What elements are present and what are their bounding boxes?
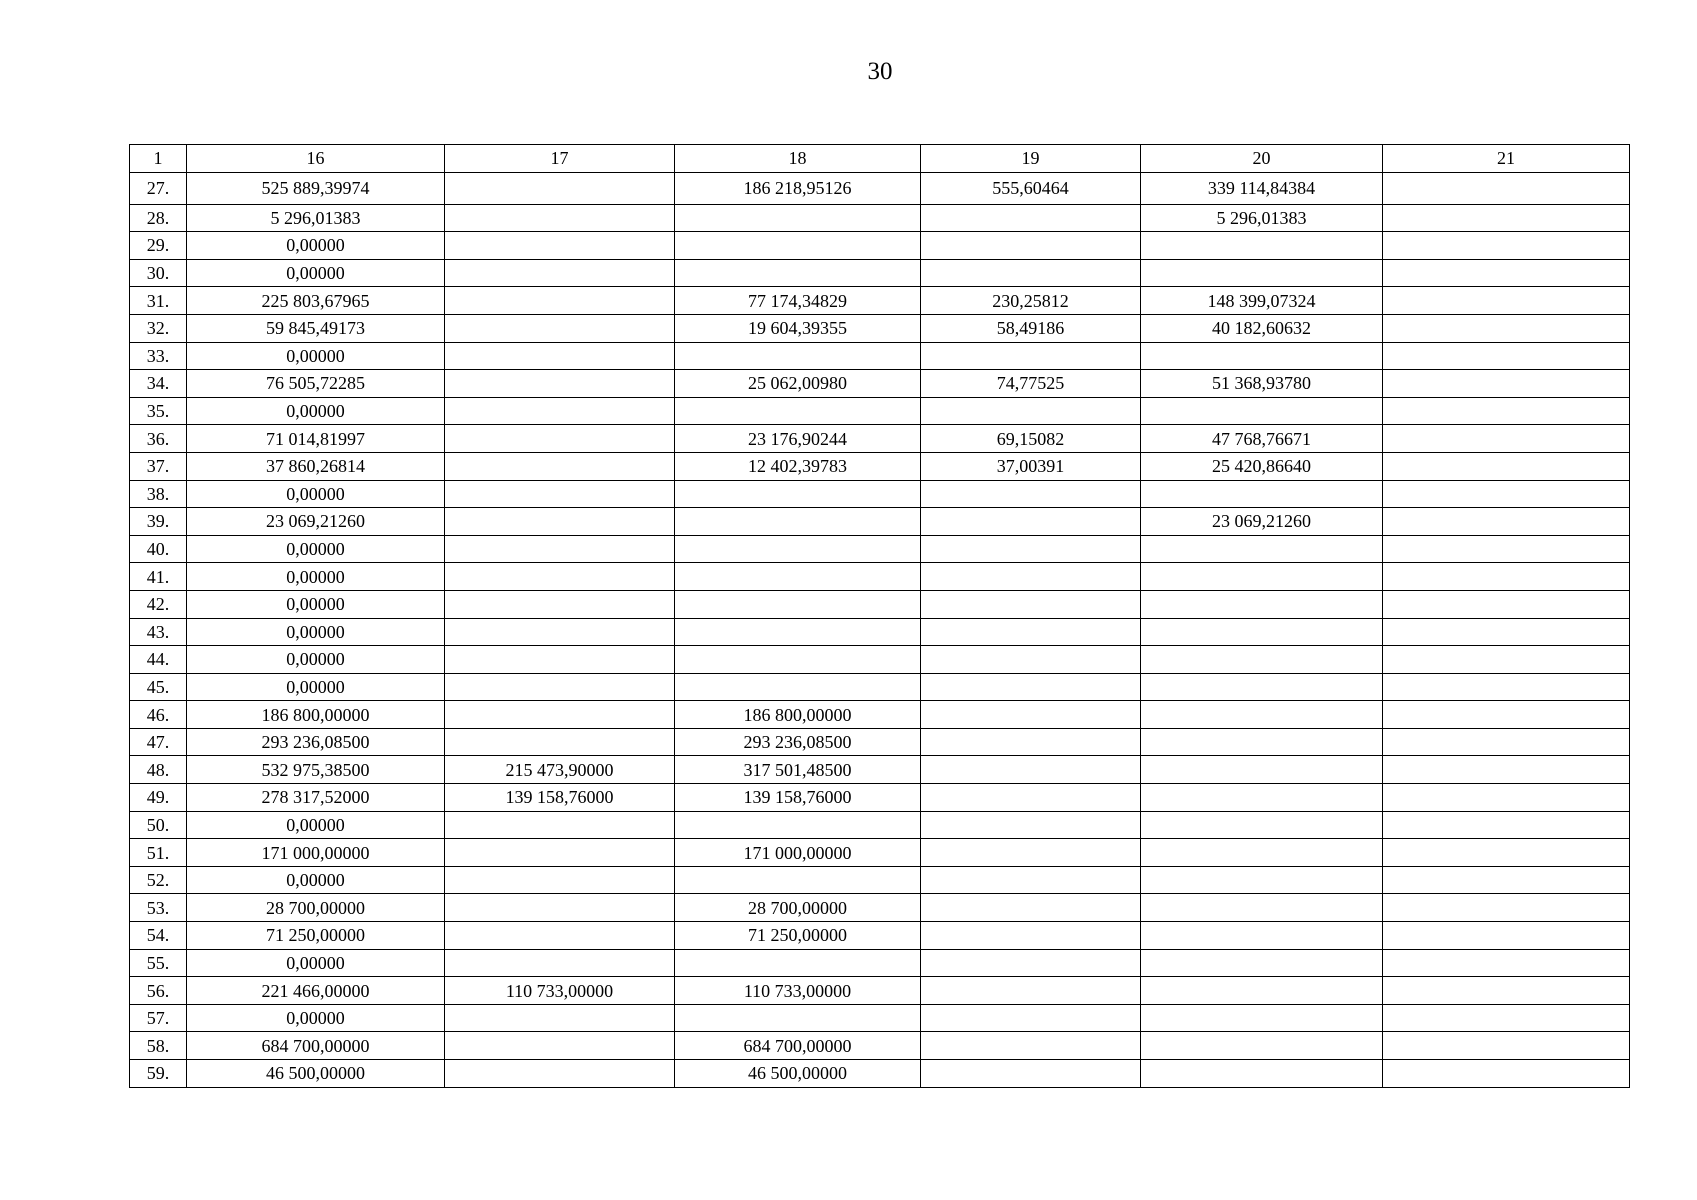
table-row [130,784,1630,812]
table-row [130,535,1630,563]
col-18-cell: 171 000,00000 [675,839,921,867]
row-number-cell: 35. [130,397,187,425]
col-18-cell: 28 700,00000 [675,894,921,922]
col-19-cell [921,728,1141,756]
col-20-cell: 148 399,07324 [1141,287,1383,315]
col-20-cell [1141,397,1383,425]
row-number-cell: 34. [130,370,187,398]
col-21-cell [1383,452,1630,480]
col-16-cell: 46 500,00000 [187,1060,445,1088]
table-row [130,452,1630,480]
col-16-cell: 59 845,49173 [187,314,445,342]
col-18-cell: 110 733,00000 [675,977,921,1005]
col-21-cell [1383,894,1630,922]
table-body [130,145,1630,1088]
col-17-cell [445,1032,675,1060]
col-17-cell [445,397,675,425]
col-21-cell [1383,172,1630,204]
col-17-cell [445,425,675,453]
col-16-cell: 186 800,00000 [187,701,445,729]
header-cell-col-19: 19 [921,145,1141,173]
row-number-cell: 38. [130,480,187,508]
col-21-cell [1383,508,1630,536]
table-row [130,563,1630,591]
table-row [130,1004,1630,1032]
col-21-cell [1383,673,1630,701]
col-19-cell [921,673,1141,701]
col-18-cell: 23 176,90244 [675,425,921,453]
col-17-cell: 215 473,90000 [445,756,675,784]
col-19-cell [921,894,1141,922]
col-18-cell [675,508,921,536]
row-number-cell: 58. [130,1032,187,1060]
col-19-cell [921,1032,1141,1060]
col-16-cell: 171 000,00000 [187,839,445,867]
col-19-cell [921,563,1141,591]
table-row [130,646,1630,674]
col-19-cell [921,784,1141,812]
col-16-cell: 221 466,00000 [187,977,445,1005]
col-19-cell [921,839,1141,867]
col-20-cell [1141,259,1383,287]
col-20-cell [1141,728,1383,756]
col-17-cell [445,172,675,204]
table-row [130,172,1630,204]
col-21-cell [1383,204,1630,232]
row-number-cell: 57. [130,1004,187,1032]
col-17-cell [445,508,675,536]
row-number-cell: 48. [130,756,187,784]
col-20-cell [1141,646,1383,674]
col-18-cell [675,259,921,287]
row-number-cell: 52. [130,866,187,894]
col-16-cell: 0,00000 [187,342,445,370]
col-19-cell [921,480,1141,508]
row-number-cell: 32. [130,314,187,342]
row-number-cell: 44. [130,646,187,674]
col-21-cell [1383,756,1630,784]
col-18-cell: 186 800,00000 [675,701,921,729]
col-18-cell [675,646,921,674]
col-16-cell: 0,00000 [187,480,445,508]
table-row [130,259,1630,287]
col-17-cell [445,452,675,480]
col-20-cell [1141,563,1383,591]
col-20-cell [1141,673,1383,701]
col-16-cell: 76 505,72285 [187,370,445,398]
col-16-cell: 225 803,67965 [187,287,445,315]
row-number-cell: 59. [130,1060,187,1088]
col-18-cell: 77 174,34829 [675,287,921,315]
col-18-cell: 19 604,39355 [675,314,921,342]
col-20-cell: 25 420,86640 [1141,452,1383,480]
col-19-cell [921,535,1141,563]
row-number-cell: 42. [130,590,187,618]
table-row [130,232,1630,260]
header-cell-col-16: 16 [187,145,445,173]
col-17-cell [445,618,675,646]
col-19-cell [921,811,1141,839]
col-16-cell: 23 069,21260 [187,508,445,536]
col-21-cell [1383,646,1630,674]
col-17-cell [445,811,675,839]
row-number-cell: 29. [130,232,187,260]
col-17-cell [445,866,675,894]
col-19-cell: 37,00391 [921,452,1141,480]
col-19-cell: 230,25812 [921,287,1141,315]
col-17-cell [445,728,675,756]
table-row [130,508,1630,536]
col-16-cell: 0,00000 [187,811,445,839]
col-16-cell: 684 700,00000 [187,1032,445,1060]
row-number-cell: 50. [130,811,187,839]
col-20-cell: 339 114,84384 [1141,172,1383,204]
col-18-cell [675,618,921,646]
col-21-cell [1383,618,1630,646]
table-row [130,397,1630,425]
col-21-cell [1383,922,1630,950]
table-row [130,949,1630,977]
col-16-cell: 0,00000 [187,397,445,425]
col-20-cell [1141,342,1383,370]
row-number-cell: 31. [130,287,187,315]
col-21-cell [1383,259,1630,287]
row-number-cell: 51. [130,839,187,867]
col-16-cell: 0,00000 [187,259,445,287]
col-19-cell [921,590,1141,618]
table-row [130,287,1630,315]
row-number-cell: 39. [130,508,187,536]
col-19-cell [921,949,1141,977]
row-number-cell: 43. [130,618,187,646]
col-21-cell [1383,563,1630,591]
col-20-cell [1141,894,1383,922]
col-17-cell [445,922,675,950]
col-21-cell [1383,287,1630,315]
col-17-cell: 110 733,00000 [445,977,675,1005]
col-21-cell [1383,866,1630,894]
table-row [130,728,1630,756]
table-row [130,811,1630,839]
col-20-cell [1141,590,1383,618]
header-cell-col-18: 18 [675,145,921,173]
col-21-cell [1383,1060,1630,1088]
page-number: 30 [867,58,893,85]
col-17-cell [445,535,675,563]
col-20-cell [1141,839,1383,867]
col-20-cell [1141,232,1383,260]
col-17-cell [445,314,675,342]
col-20-cell [1141,701,1383,729]
col-18-cell: 186 218,95126 [675,172,921,204]
table-row [130,894,1630,922]
col-18-cell [675,480,921,508]
col-19-cell [921,618,1141,646]
col-18-cell [675,535,921,563]
col-18-cell: 139 158,76000 [675,784,921,812]
col-18-cell: 25 062,00980 [675,370,921,398]
col-16-cell: 0,00000 [187,673,445,701]
col-20-cell [1141,480,1383,508]
col-17-cell [445,232,675,260]
col-16-cell: 0,00000 [187,949,445,977]
row-number-cell: 55. [130,949,187,977]
col-20-cell [1141,866,1383,894]
col-17-cell [445,646,675,674]
col-19-cell: 555,60464 [921,172,1141,204]
col-17-cell [445,701,675,729]
col-16-cell: 532 975,38500 [187,756,445,784]
col-17-cell: 139 158,76000 [445,784,675,812]
col-21-cell [1383,342,1630,370]
col-16-cell: 71 014,81997 [187,425,445,453]
col-20-cell [1141,1060,1383,1088]
col-17-cell [445,259,675,287]
col-21-cell [1383,1004,1630,1032]
col-17-cell [445,894,675,922]
col-18-cell [675,673,921,701]
col-21-cell [1383,314,1630,342]
table-row [130,922,1630,950]
col-18-cell: 317 501,48500 [675,756,921,784]
col-16-cell: 71 250,00000 [187,922,445,950]
col-19-cell: 74,77525 [921,370,1141,398]
col-16-cell: 0,00000 [187,590,445,618]
col-20-cell [1141,949,1383,977]
col-19-cell: 58,49186 [921,314,1141,342]
table-row [130,977,1630,1005]
col-17-cell [445,342,675,370]
col-21-cell [1383,370,1630,398]
col-20-cell [1141,618,1383,646]
col-18-cell [675,232,921,260]
col-16-cell: 278 317,52000 [187,784,445,812]
row-number-cell: 27. [130,172,187,204]
col-21-cell [1383,811,1630,839]
col-18-cell: 71 250,00000 [675,922,921,950]
col-19-cell [921,342,1141,370]
row-number-cell: 33. [130,342,187,370]
col-20-cell [1141,784,1383,812]
col-20-cell [1141,922,1383,950]
col-19-cell [921,977,1141,1005]
row-number-cell: 41. [130,563,187,591]
col-20-cell [1141,1004,1383,1032]
col-20-cell [1141,535,1383,563]
header-cell-col-20: 20 [1141,145,1383,173]
col-18-cell [675,563,921,591]
col-19-cell: 69,15082 [921,425,1141,453]
col-21-cell [1383,232,1630,260]
col-18-cell: 684 700,00000 [675,1032,921,1060]
col-16-cell: 0,00000 [187,535,445,563]
col-21-cell [1383,701,1630,729]
col-19-cell [921,232,1141,260]
col-20-cell: 23 069,21260 [1141,508,1383,536]
table-row [130,866,1630,894]
col-16-cell: 5 296,01383 [187,204,445,232]
col-19-cell [921,1004,1141,1032]
row-number-cell: 53. [130,894,187,922]
col-20-cell [1141,756,1383,784]
col-20-cell [1141,977,1383,1005]
col-17-cell [445,370,675,398]
col-17-cell [445,563,675,591]
table-row [130,590,1630,618]
table-row [130,618,1630,646]
col-21-cell [1383,425,1630,453]
col-18-cell: 12 402,39783 [675,452,921,480]
col-19-cell [921,756,1141,784]
col-16-cell: 0,00000 [187,618,445,646]
table-row [130,701,1630,729]
col-17-cell [445,839,675,867]
col-16-cell: 0,00000 [187,646,445,674]
col-21-cell [1383,728,1630,756]
col-20-cell: 5 296,01383 [1141,204,1383,232]
table-row [130,673,1630,701]
col-20-cell [1141,811,1383,839]
table-row [130,1032,1630,1060]
table-row [130,342,1630,370]
col-19-cell [921,397,1141,425]
table-row [130,1060,1630,1088]
col-16-cell: 525 889,39974 [187,172,445,204]
col-19-cell [921,701,1141,729]
col-19-cell [921,1060,1141,1088]
col-20-cell: 51 368,93780 [1141,370,1383,398]
col-16-cell: 0,00000 [187,232,445,260]
col-21-cell [1383,1032,1630,1060]
row-number-cell: 37. [130,452,187,480]
col-16-cell: 37 860,26814 [187,452,445,480]
col-18-cell: 46 500,00000 [675,1060,921,1088]
col-19-cell [921,259,1141,287]
col-17-cell [445,1004,675,1032]
col-18-cell [675,866,921,894]
row-number-cell: 45. [130,673,187,701]
col-17-cell [445,204,675,232]
table-row [130,425,1630,453]
table-row [130,370,1630,398]
row-number-cell: 46. [130,701,187,729]
row-number-cell: 56. [130,977,187,1005]
col-18-cell [675,949,921,977]
col-18-cell [675,1004,921,1032]
col-17-cell [445,287,675,315]
col-21-cell [1383,784,1630,812]
table-row [130,314,1630,342]
col-20-cell: 40 182,60632 [1141,314,1383,342]
col-21-cell [1383,535,1630,563]
table-row [130,204,1630,232]
header-cell-col-1: 1 [130,145,187,173]
col-18-cell [675,811,921,839]
col-16-cell: 0,00000 [187,1004,445,1032]
col-18-cell [675,204,921,232]
col-21-cell [1383,480,1630,508]
col-19-cell [921,204,1141,232]
header-cell-col-17: 17 [445,145,675,173]
col-16-cell: 0,00000 [187,563,445,591]
col-17-cell [445,480,675,508]
col-21-cell [1383,977,1630,1005]
row-number-cell: 36. [130,425,187,453]
table-header-row [130,145,1630,173]
col-17-cell [445,1060,675,1088]
col-17-cell [445,673,675,701]
col-19-cell [921,866,1141,894]
row-number-cell: 30. [130,259,187,287]
col-21-cell [1383,949,1630,977]
col-19-cell [921,922,1141,950]
col-21-cell [1383,839,1630,867]
row-number-cell: 49. [130,784,187,812]
row-number-cell: 28. [130,204,187,232]
header-cell-col-21: 21 [1383,145,1630,173]
col-21-cell [1383,397,1630,425]
col-20-cell [1141,1032,1383,1060]
table-row [130,839,1630,867]
col-16-cell: 28 700,00000 [187,894,445,922]
row-number-cell: 47. [130,728,187,756]
col-21-cell [1383,590,1630,618]
col-18-cell [675,590,921,618]
data-table [129,144,1630,1088]
table-row [130,756,1630,784]
col-19-cell [921,508,1141,536]
col-18-cell [675,342,921,370]
col-16-cell: 293 236,08500 [187,728,445,756]
table-row [130,480,1630,508]
col-20-cell: 47 768,76671 [1141,425,1383,453]
col-18-cell: 293 236,08500 [675,728,921,756]
col-17-cell [445,590,675,618]
col-16-cell: 0,00000 [187,866,445,894]
row-number-cell: 54. [130,922,187,950]
col-19-cell [921,646,1141,674]
row-number-cell: 40. [130,535,187,563]
col-17-cell [445,949,675,977]
col-18-cell [675,397,921,425]
